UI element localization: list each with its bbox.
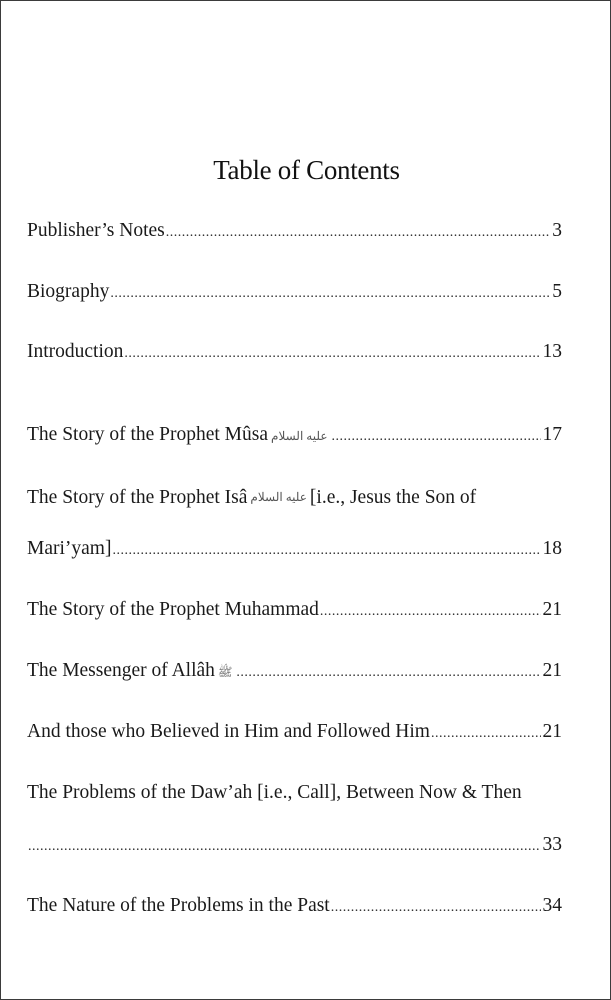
toc-page-number: 13 bbox=[542, 341, 562, 362]
toc-entry-problems-dawah[interactable] bbox=[27, 833, 562, 859]
toc-entry-label: Mari’yam] bbox=[27, 538, 112, 559]
toc-entry-label: The Story of the Prophet Mûsa bbox=[27, 424, 269, 445]
toc-entry-label: Biography bbox=[27, 281, 110, 302]
dot-leader bbox=[110, 282, 550, 306]
toc-entry-label: And those who Believed in Him and Followed Him bbox=[27, 721, 430, 742]
honorific-calligraphy-icon: ﷺ bbox=[217, 665, 233, 679]
toc-entry-those-who-believed[interactable] bbox=[27, 720, 562, 746]
dot-leader bbox=[236, 661, 540, 685]
dot-leader bbox=[431, 722, 541, 746]
toc-page-number: 17 bbox=[542, 424, 562, 445]
toc-entry-story-isa-line1[interactable] bbox=[27, 485, 562, 510]
toc-entry-biography[interactable] bbox=[27, 280, 562, 306]
dot-leader bbox=[112, 539, 540, 563]
toc-entry-label: The Problems of the Daw’ah [i.e., Call], Between Now & Then bbox=[27, 782, 522, 803]
toc-page-number: 3 bbox=[552, 220, 562, 241]
toc-entry-label: The Story of the Prophet Isâ bbox=[27, 487, 248, 508]
toc-entry-messenger-of-allah[interactable] bbox=[27, 659, 562, 685]
toc-entry-nature-of-problems[interactable] bbox=[27, 894, 562, 920]
dot-leader bbox=[124, 342, 540, 366]
toc-entry-story-muhammad[interactable] bbox=[27, 598, 562, 624]
toc-entry-label: The Nature of the Problems in the Past bbox=[27, 895, 330, 916]
toc-page-number: 33 bbox=[542, 834, 562, 855]
toc-page-number: 34 bbox=[542, 895, 562, 916]
toc-page-number: 5 bbox=[552, 281, 562, 302]
honorific-calligraphy-icon: عليه السلام bbox=[271, 429, 328, 443]
toc-entry-introduction[interactable] bbox=[27, 340, 562, 366]
dot-leader bbox=[166, 221, 550, 245]
toc-page-number: 21 bbox=[542, 660, 562, 681]
toc-entry-label: Introduction bbox=[27, 341, 124, 362]
toc-entry-label: The Messenger of Allâh bbox=[27, 660, 215, 681]
dot-leader bbox=[320, 600, 541, 624]
honorific-calligraphy-icon: عليه السلام bbox=[250, 490, 307, 504]
dot-leader bbox=[332, 425, 541, 449]
toc-entry-label-continued: [i.e., Jesus the Son of bbox=[309, 487, 477, 508]
toc-entry-problems-dawah-line1[interactable] bbox=[27, 781, 562, 805]
toc-entry-label: Publisher’s Notes bbox=[27, 220, 165, 241]
toc-entry-story-isa[interactable] bbox=[27, 537, 562, 563]
dot-leader bbox=[28, 835, 541, 859]
page-title: Table of Contents bbox=[213, 155, 400, 185]
toc-page-number: 21 bbox=[542, 599, 562, 620]
dot-leader bbox=[331, 896, 541, 920]
toc-entry-story-musa[interactable] bbox=[27, 423, 562, 449]
toc-page-number: 18 bbox=[542, 538, 562, 559]
toc-entry-publishers-notes[interactable] bbox=[27, 219, 562, 245]
toc-entry-label: The Story of the Prophet Muhammad bbox=[27, 599, 319, 620]
toc-page-number: 21 bbox=[542, 721, 562, 742]
